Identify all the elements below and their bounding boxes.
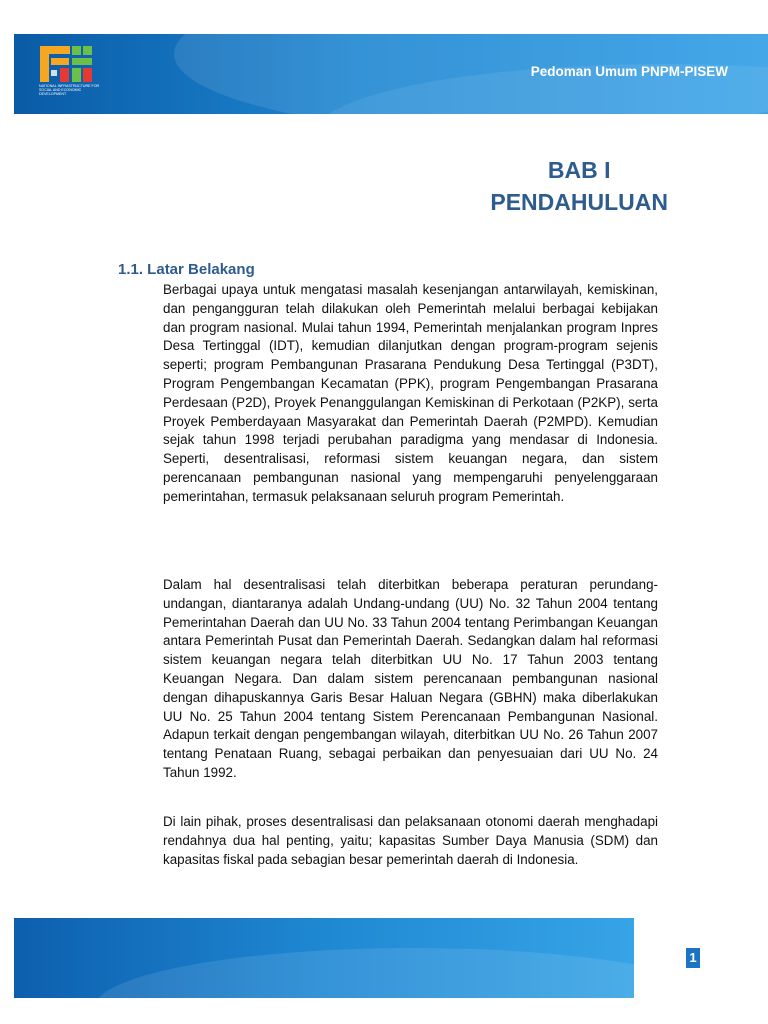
section-heading: 1.1. Latar Belakang — [118, 261, 255, 278]
document-title: Pedoman Umum PNPM-PISEW — [530, 64, 728, 79]
footer-banner — [14, 918, 634, 998]
chapter-heading — [490, 154, 668, 218]
chapter-number: BAB I — [547, 157, 611, 183]
chapter-title: PENDAHULUAN — [490, 189, 668, 215]
logo-caption: NATIONAL INFRASTRUCTURE FOR SOCIAL AND ECONOMIC DEVELOPMENT — [39, 84, 100, 96]
body-paragraph: Dalam hal desentralisasi telah diterbitkan beberapa peraturan perundang-undangan, diantaranya adalah Undang-undang (UU) No. 32 Tahun 2004 tentang Pemerintahan Daerah dan UU No. 33 Tahun 2004 tentang Perimbangan Keuangan antara Pemerintah Pusat dan Pemerintah Daerah. Sedangkan dalam hal reformasi sistem keuangan negara telah diterbitkan UU No. 17 Tahun 2003 tentang Keuangan Negara. Dan dalam sistem perencanaan pembangunan nasional dengan dihapuskannya Garis Besar Haluan Negara (GBHN) maka diberlakukan UU No. 25 Tahun 2004 tentang Sistem Perencanaan Pembangunan Nasional. Adapun terkait dengan pengembangan wilayah, diterbitkan UU No. 26 Tahun 2007 tentang Penataan Ruang, sebagai perbaikan dan penyesuaian dari UU No. 24 Tahun 1992. — [163, 577, 658, 780]
body-paragraph: Berbagai upaya untuk mengatasi masalah kesenjangan antarwilayah, kemiskinan, dan pengangguran telah dilakukan oleh Pemerintah melalui berbagai kebijakan dan program nasional. Mulai tahun 1994, Pemerintah menjalankan program Inpres Desa Tertinggal (IDT), kemudian dilanjutkan dengan program-program sejenis seperti; program Pembangunan Prasarana Pendukung Desa Tertinggal (P3DT), Program Pengembangan Kecamatan (PPK), program Pengembangan Prasarana Perdesaan (P2D), Proyek Penanggulangan Kemiskinan di Perkotaan (P2KP), serta Proyek Pemberdayaan Masyarakat dan Pemerintah Daerah (P2MPD). Kemudian sejak tahun 1998 terjadi perubahan paradigma yang mendasar di Indonesia. Seperti, desentralisasi, reformasi sistem keuangan negara, dan sistem perencanaan pembangunan nasional yang mempengaruhi penyelenggaraan pemerintahan, termasuk pelaksanaan seluruh program Pemerintah. — [163, 282, 658, 504]
body-paragraph: Di lain pihak, proses desentralisasi dan pelaksanaan otonomi daerah menghadapi rendahnya dua hal penting, yaitu; kapasitas Sumber Daya Manusia (SDM) dan kapasitas fiskal pada sebagian besar pemerintah daerah di Indonesia. — [163, 814, 658, 867]
page-number: 1 — [686, 948, 700, 968]
footer-wave-decoration — [94, 948, 634, 998]
header-banner — [14, 34, 768, 114]
